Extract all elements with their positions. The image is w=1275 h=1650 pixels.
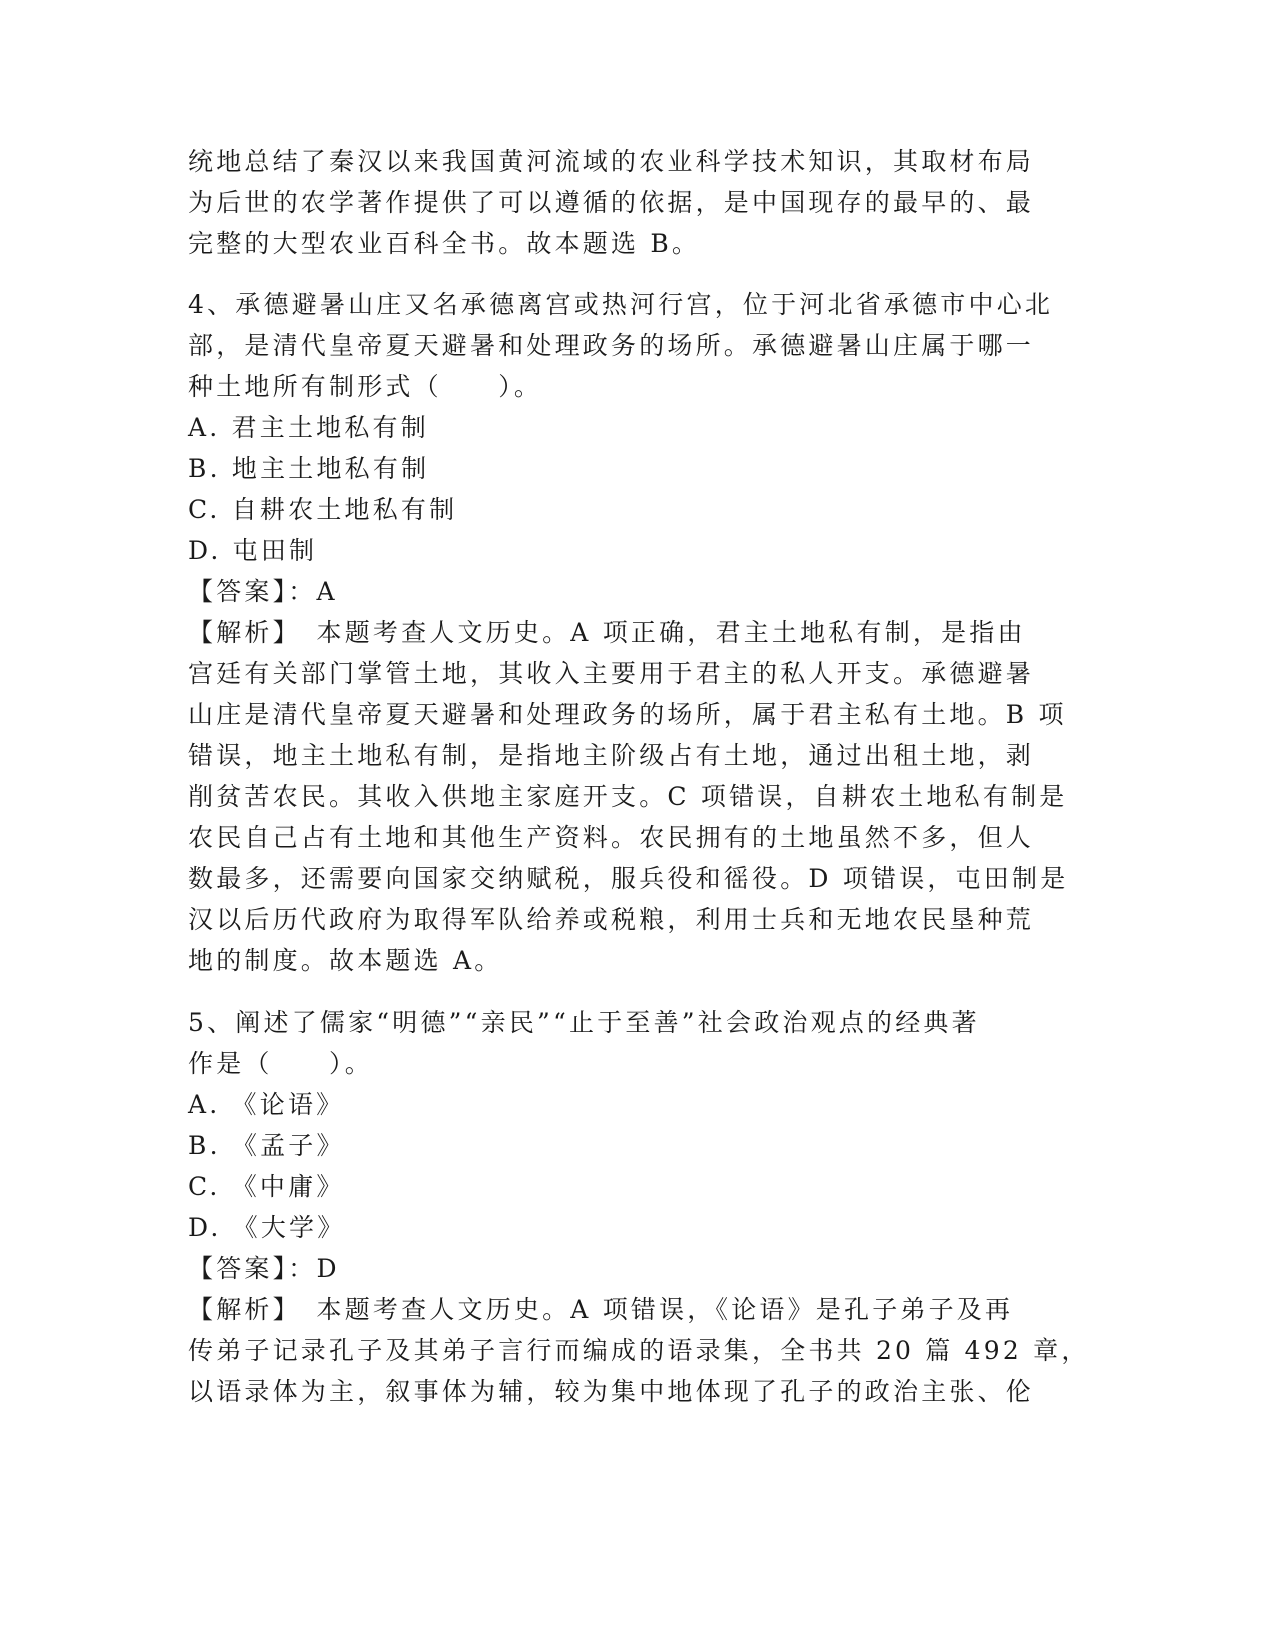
q4-option-c: C. 自耕农土地私有制 — [188, 495, 458, 524]
q4-explanation-line: 宫廷有关部门掌管土地，其收入主要用于君主的私人开支。承德避暑 — [188, 659, 1035, 688]
prev-explanation-line: 统地总结了秦汉以来我国黄河流域的农业科学技术知识，其取材布局 — [188, 147, 1035, 176]
q4-explanation-line: 农民自己占有土地和其他生产资料。农民拥有的土地虽然不多，但人 — [188, 823, 1035, 852]
q5-explanation-line: 以语录体为主，叙事体为辅，较为集中地体现了孔子的政治主张、伦 — [188, 1377, 1035, 1406]
q4-explanation-line: 错误，地主土地私有制，是指地主阶级占有土地，通过出租土地，剥 — [188, 741, 1035, 770]
q5-option-d: D. 《大学》 — [188, 1213, 346, 1242]
q5-option-a: A. 《论语》 — [188, 1090, 345, 1119]
q4-explanation-line: 地的制度。故本题选 A。 — [188, 946, 503, 975]
q5-answer: 【答案】：D — [188, 1254, 340, 1283]
q4-option-a: A. 君主土地私有制 — [188, 413, 429, 442]
q4-explanation-line: 汉以后历代政府为取得军队给养或税粮，利用士兵和无地农民垦种荒 — [188, 905, 1035, 934]
q5-explanation-line: 【解析】 本题考查人文历史。A 项错误，《论语》是孔子弟子及再 — [188, 1295, 1014, 1324]
q5-stem-line: 5、阐述了儒家“明德”“亲民”“止于至善”社会政治观点的经典著 — [188, 1008, 980, 1037]
q4-option-b: B. 地主土地私有制 — [188, 454, 430, 483]
q5-option-b: B. 《孟子》 — [188, 1131, 345, 1160]
q4-stem-line: 4、承德避暑山庄又名承德离宫或热河行宫，位于河北省承德市中心北 — [188, 290, 1054, 319]
q4-explanation-line: 数最多，还需要向国家交纳赋税，服兵役和徭役。D 项错误，屯田制是 — [188, 864, 1069, 893]
q5-explanation-line: 传弟子记录孔子及其弟子言行而编成的语录集，全书共 20 篇 492 章， — [188, 1336, 1090, 1365]
q4-explanation-line: 山庄是清代皇帝夏天避暑和处理政务的场所，属于君主私有土地。B 项 — [188, 700, 1067, 729]
q4-stem-line: 部，是清代皇帝夏天避暑和处理政务的场所。承德避暑山庄属于哪一 — [188, 331, 1035, 360]
q4-explanation-line: 【解析】 本题考查人文历史。A 项正确，君主土地私有制，是指由 — [188, 618, 1026, 647]
prev-explanation-line: 为后世的农学著作提供了可以遵循的依据，是中国现存的最早的、最 — [188, 188, 1035, 217]
q5-option-c: C. 《中庸》 — [188, 1172, 345, 1201]
q4-stem-line: 种土地所有制形式（ ）。 — [188, 372, 543, 401]
q5-stem-line: 作是（ ）。 — [188, 1049, 373, 1078]
q4-option-d: D. 屯田制 — [188, 536, 318, 565]
prev-explanation-line: 完整的大型农业百科全书。故本题选 B。 — [188, 229, 701, 258]
q4-explanation-line: 削贫苦农民。其收入供地主家庭开支。C 项错误，自耕农土地私有制是 — [188, 782, 1068, 811]
q4-answer: 【答案】：A — [188, 577, 338, 606]
